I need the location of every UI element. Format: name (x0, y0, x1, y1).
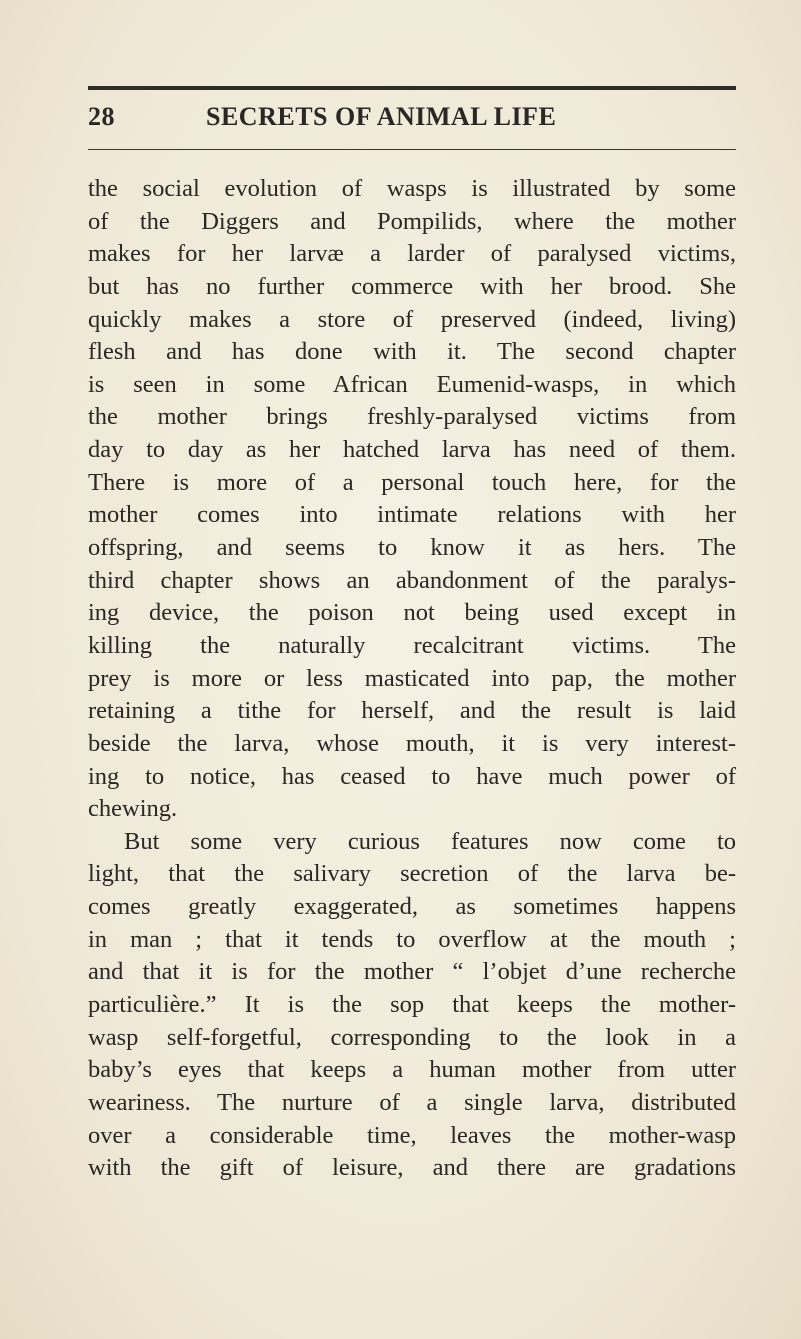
paragraph-1 (88, 173, 736, 826)
text-line: in man ; that it tends to overflow at the mouth ; (88, 925, 736, 953)
text-line: chewing. (88, 795, 178, 823)
text-line: beside the larva, whose mouth, it is very interest- (88, 729, 736, 757)
body-text (88, 173, 736, 1185)
text-line: is seen in some African Eumenid-wasps, in which (88, 370, 736, 398)
text-line: the mother brings freshly-paralysed victims from (88, 403, 736, 431)
text-line: light, that the salivary secretion of the larva be- (88, 860, 736, 888)
text-line: comes greatly exaggerated, as sometimes happens (88, 893, 736, 921)
text-line: ing to notice, has ceased to have much power of (88, 762, 736, 790)
text-line: killing the naturally recalcitrant victims. The (88, 631, 736, 659)
text-line: There is more of a personal touch here, for the (88, 468, 736, 496)
text-line: weariness. The nurture of a single larva, distributed (88, 1088, 736, 1116)
text-line: quickly makes a store of preserved (indeed, living) (88, 305, 736, 333)
text-line: the social evolution of wasps is illustrated by some (88, 175, 736, 202)
header-rule-top (88, 86, 736, 90)
running-header (88, 97, 736, 137)
text-line: retaining a tithe for herself, and the result is laid (88, 697, 736, 725)
text-line: flesh and has done with it. The second chapter (88, 338, 736, 366)
text-line: prey is more or less masticated into pap, the mother (88, 664, 736, 692)
paragraph-2 (88, 826, 736, 1185)
text-line: offspring, and seems to know it as hers. The (88, 534, 736, 562)
running-title: SECRETS OF ANIMAL LIFE (206, 102, 557, 131)
page-number: 28 (88, 102, 115, 131)
header-rule-bottom (88, 149, 736, 150)
text-line: baby’s eyes that keeps a human mother from utter (88, 1056, 736, 1084)
text-line: and that it is for the mother “ l’objet d’une recherche (88, 958, 736, 986)
text-line: but has no further commerce with her brood. She (88, 272, 736, 300)
text-line: with the gift of leisure, and there are gradations (88, 1154, 736, 1182)
text-line: over a considerable time, leaves the mother-wasp (88, 1121, 736, 1149)
text-line: third chapter shows an abandonment of the paralys- (88, 566, 736, 594)
text-line: day to day as her hatched larva has need of them. (88, 436, 736, 464)
text-line: particulière.” It is the sop that keeps the mother- (88, 991, 736, 1019)
text-line: wasp self-forgetful, corresponding to the look in a (88, 1023, 736, 1051)
text-line: mother comes into intimate relations with her (88, 501, 736, 529)
text-line: But some very curious features now come to (124, 827, 736, 855)
text-line: of the Diggers and Pompilids, where the mother (88, 207, 736, 235)
text-line: makes for her larvæ a larder of paralysed victims, (88, 240, 736, 268)
text-line: ing device, the poison not being used except in (88, 599, 736, 627)
